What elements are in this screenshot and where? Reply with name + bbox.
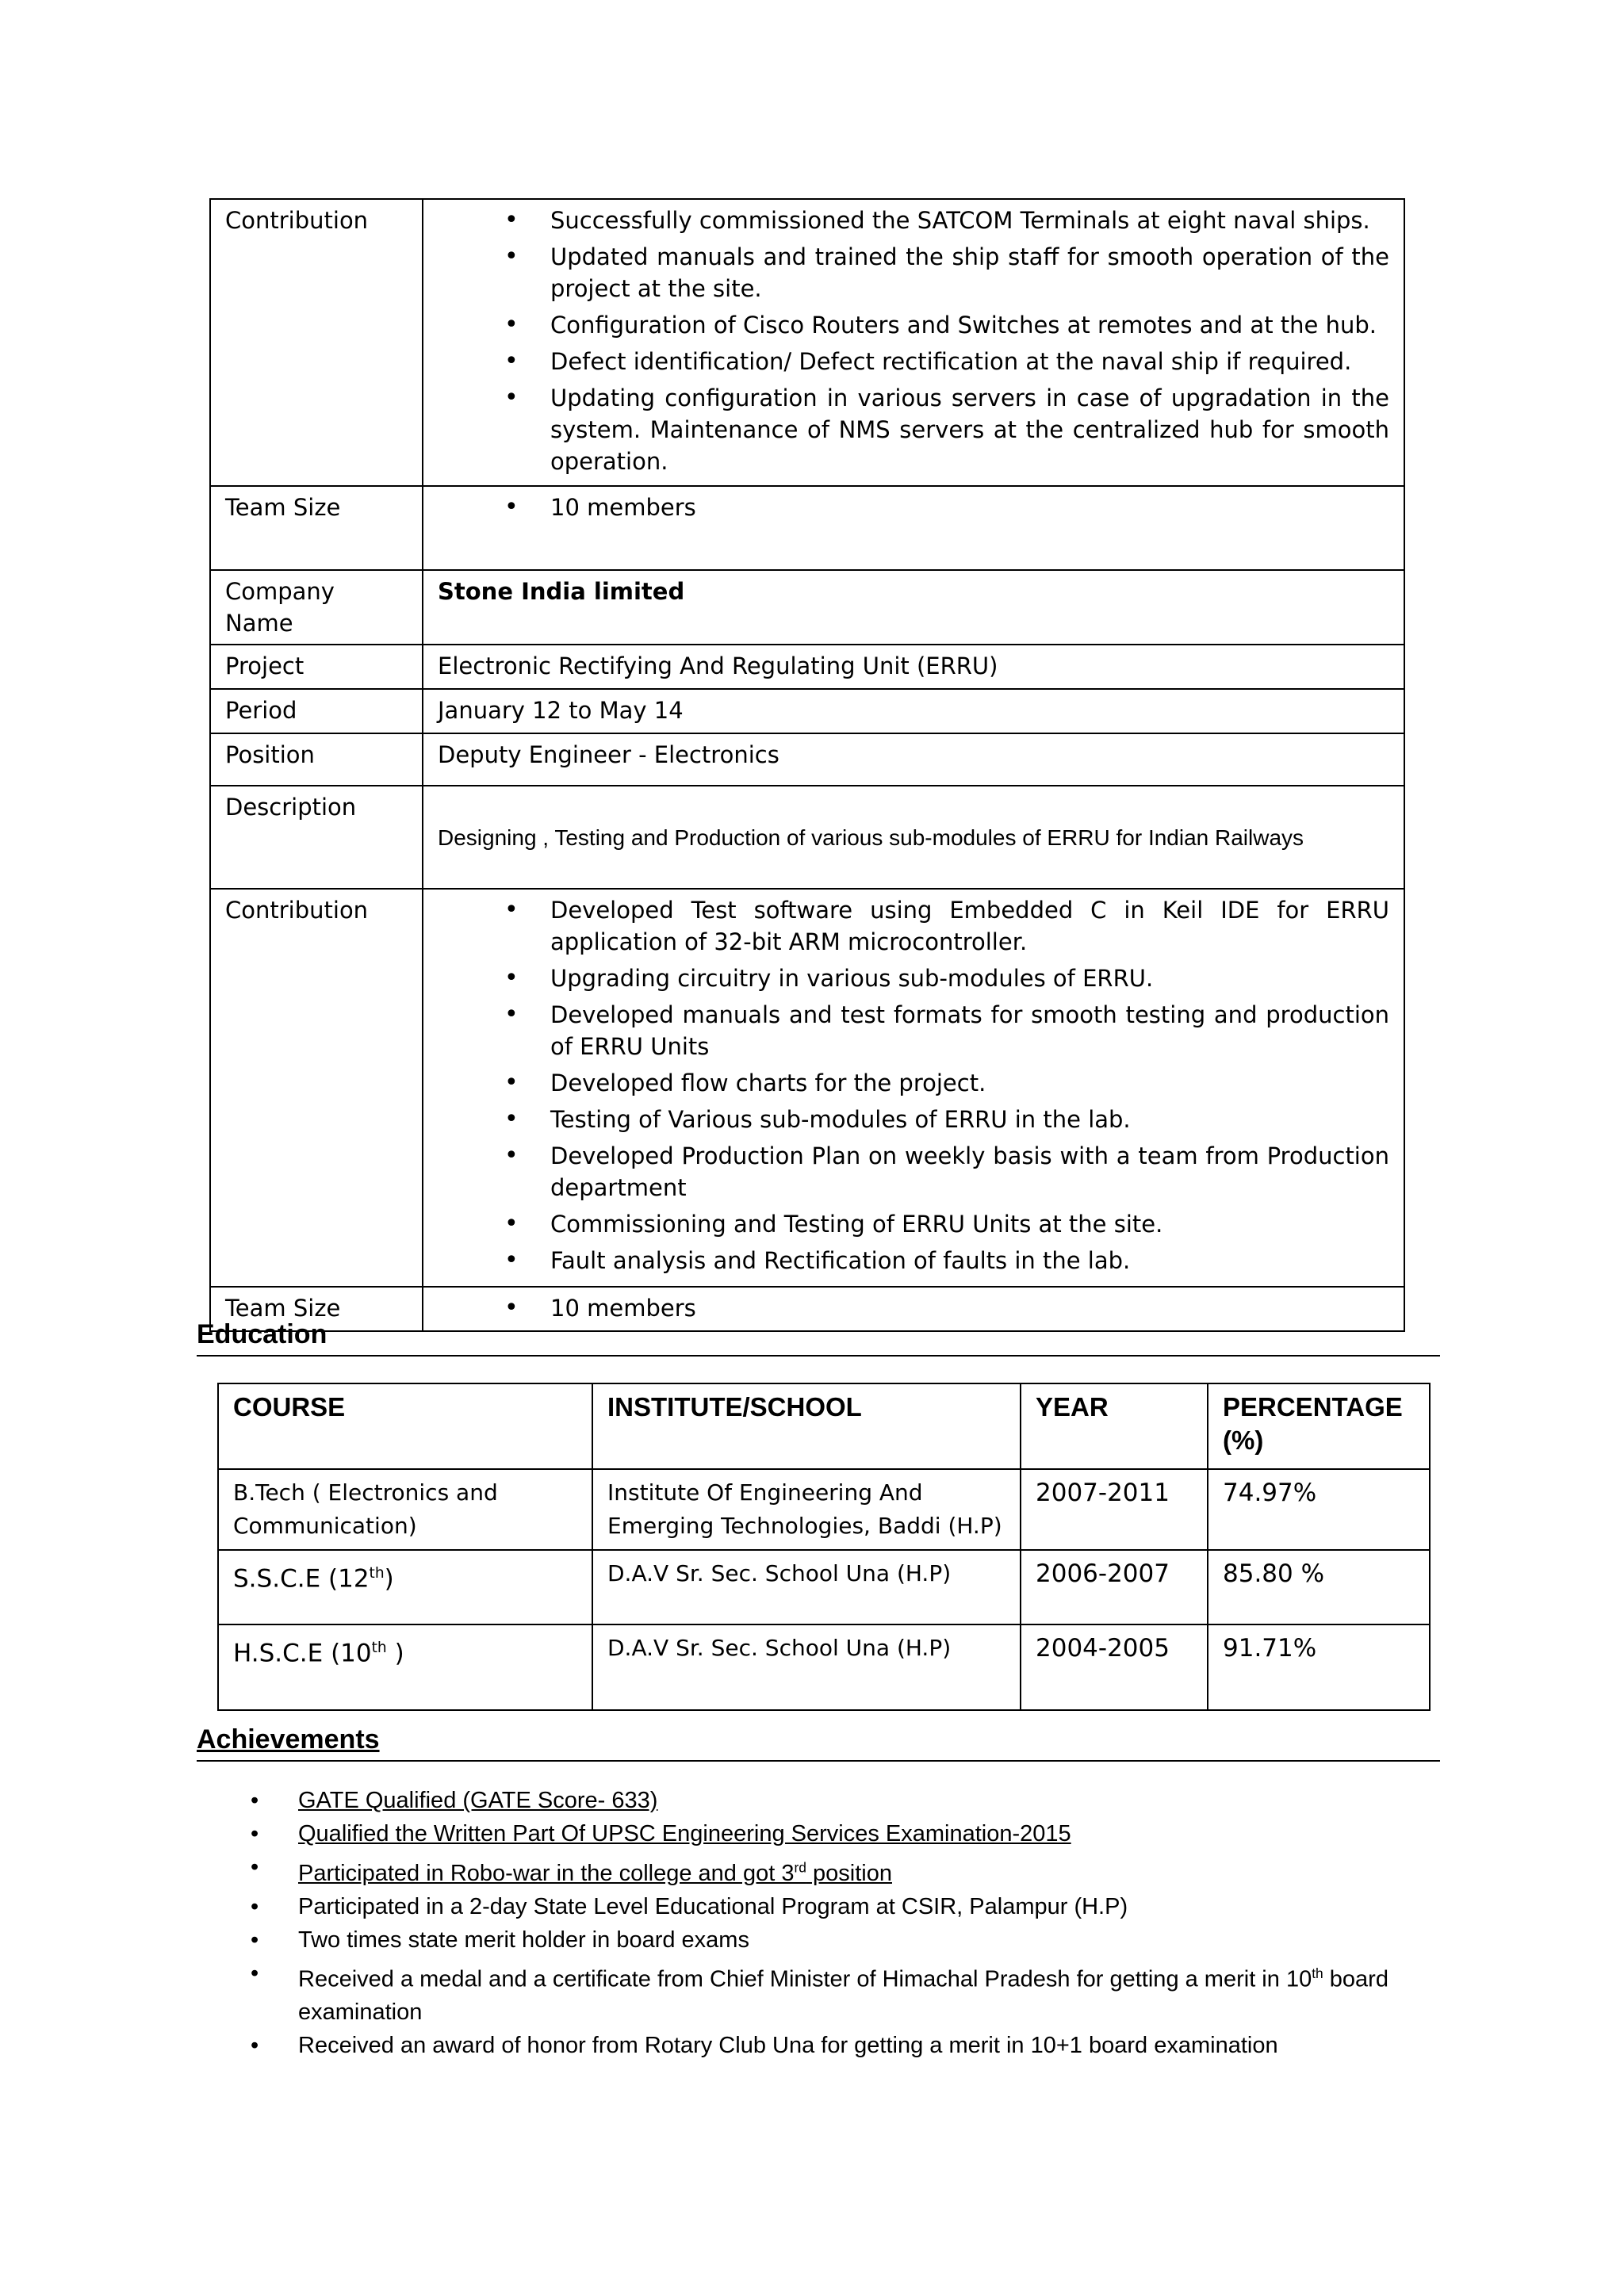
project-row [210, 645, 1404, 689]
contribution-cell [423, 199, 1404, 486]
position-value: Deputy Engineer - Electronics [423, 733, 1404, 786]
course-text: S.S.C.E (12 [233, 1564, 370, 1594]
period-value: January 12 to May 14 [423, 689, 1404, 733]
column-header-institute: INSTITUTE/SCHOOL [592, 1383, 1021, 1469]
list-item: • Fault analysis and Rectification of faults in the lab. [452, 1245, 1389, 1276]
achievement-text [298, 1861, 892, 1886]
list-item: • Commissioning and Testing of ERRU Units at the site. [452, 1208, 1389, 1240]
course-superscript: th [371, 1640, 387, 1656]
achievement-text-part: position [806, 1860, 892, 1886]
institute-cell: D.A.V Sr. Sec. School Una (H.P) [592, 1550, 1021, 1624]
institute-cell: D.A.V Sr. Sec. School Una (H.P) [592, 1624, 1021, 1710]
achievements-heading [197, 1724, 1440, 1762]
percentage-cell: 91.71% [1208, 1624, 1430, 1710]
project-value: Electronic Rectifying And Regulating Unit (ERRU) [423, 645, 1404, 689]
education-table [217, 1383, 1431, 1711]
description-cell [423, 786, 1404, 889]
position-label: Position [210, 733, 423, 786]
list-item: • Developed Production Plan on weekly basis with a team from Production department [452, 1140, 1389, 1203]
company-value: Stone India limited [423, 570, 1404, 645]
course-cell [218, 1550, 592, 1624]
course-text: H.S.C.E (10 [233, 1639, 372, 1668]
description-value: Designing , Testing and Production of various sub-modules of ERRU for Indian Railways [438, 825, 1304, 850]
achievement-text: Participated in a 2-day State Level Educational Program at CSIR, Palampur (H.P) [298, 1893, 1128, 1919]
list-item [251, 1850, 1456, 1890]
course-text-end: ) [384, 1564, 394, 1594]
company-row [210, 570, 1404, 645]
list-item [251, 1890, 1456, 1923]
achievement-text: Two times state merit holder in board exams [298, 1927, 749, 1953]
company-label: Company Name [210, 570, 423, 645]
percentage-cell: 85.80 % [1208, 1550, 1430, 1624]
list-item: • Configuration of Cisco Routers and Switches at remotes and at the hub. [452, 309, 1389, 341]
list-item: • Successfully commissioned the SATCOM Terminals at eight naval ships. [452, 205, 1389, 236]
team-size-list [438, 492, 1389, 523]
list-item [251, 1957, 1456, 2030]
percentage-cell: 74.97% [1208, 1469, 1430, 1550]
contribution-row [210, 199, 1404, 486]
column-header-year: YEAR [1021, 1383, 1208, 1469]
course-text-end: ) [386, 1639, 404, 1668]
course-cell: B.Tech ( Electronics and Communication) [218, 1469, 592, 1550]
list-item: • Developed manuals and test formats for smooth testing and production of ERRU Units [452, 999, 1389, 1062]
list-item [251, 2029, 1456, 2062]
education-heading [197, 1319, 1440, 1357]
description-label: Description [210, 786, 423, 889]
achievement-text-part: board examination [298, 1966, 1388, 2026]
project-label: Project [210, 645, 423, 689]
achievements-list [251, 1784, 1456, 2062]
list-item: • Defect identification/ Defect rectification at the naval ship if required. [452, 346, 1389, 377]
table-header-row [218, 1383, 1430, 1469]
contribution-label: Contribution [210, 889, 423, 1287]
achievement-text: Received an award of honor from Rotary Club Una for getting a merit in 10+1 board examination [298, 2033, 1278, 2059]
column-header-percentage: PERCENTAGE (%) [1208, 1383, 1430, 1469]
contribution-cell [423, 889, 1404, 1287]
course-cell [218, 1624, 592, 1710]
achievement-text-part: Received a medal and a certificate from Chief Minister of Himachal Pradesh for getting a merit in 10 [298, 1966, 1312, 1992]
achievement-text-part: Participated in Robo-war in the college and got 3 [298, 1860, 795, 1886]
list-item: • 10 members [452, 1292, 1389, 1324]
institute-cell: Institute Of Engineering And Emerging Technologies, Baddi (H.P) [592, 1469, 1021, 1550]
course-superscript: th [369, 1565, 385, 1582]
table-row [218, 1469, 1430, 1550]
list-item: • 10 members [452, 492, 1389, 523]
list-item [251, 1923, 1456, 1957]
achievement-text: GATE Qualified (GATE Score- 633) [298, 1788, 658, 1813]
achievement-text: Qualified the Written Part Of UPSC Engineering Services Examination-2015 [298, 1821, 1071, 1846]
education-heading-text: Education [197, 1319, 327, 1349]
table-row [218, 1550, 1430, 1624]
contribution-row [210, 889, 1404, 1287]
list-item [251, 1817, 1456, 1850]
list-item: • Updating configuration in various servers in case of upgradation in the system. Maintenance of NMS servers at the centralized hub for smooth operation. [452, 382, 1389, 477]
list-item: • Updated manuals and trained the ship staff for smooth operation of the project at the site. [452, 241, 1389, 304]
team-size-label: Team Size [210, 486, 423, 570]
achievement-superscript: th [1312, 1965, 1323, 1981]
achievement-superscript: rd [794, 1859, 806, 1875]
achievements-heading-text: Achievements [197, 1724, 380, 1755]
year-cell: 2004-2005 [1021, 1624, 1208, 1710]
position-row [210, 733, 1404, 786]
column-header-course: COURSE [218, 1383, 592, 1469]
period-label: Period [210, 689, 423, 733]
team-size-cell [423, 486, 1404, 570]
team-size-label: Team Size [210, 1287, 423, 1331]
contribution-label: Contribution [210, 199, 423, 486]
experience-table [209, 198, 1405, 1332]
description-row [210, 786, 1404, 889]
list-item: • Upgrading circuitry in various sub-modules of ERRU. [452, 962, 1389, 994]
list-item: • Developed Test software using Embedded C in Keil IDE for ERRU application of 32-bit ARM microcontroller. [452, 894, 1389, 958]
team-size-row [210, 486, 1404, 570]
year-cell: 2006-2007 [1021, 1550, 1208, 1624]
year-cell: 2007-2011 [1021, 1469, 1208, 1550]
period-row [210, 689, 1404, 733]
table-row [218, 1624, 1430, 1710]
list-item: • Developed flow charts for the project. [452, 1067, 1389, 1099]
contribution-list [438, 205, 1389, 477]
list-item: • Testing of Various sub-modules of ERRU in the lab. [452, 1104, 1389, 1135]
contribution-list [438, 894, 1389, 1276]
list-item [251, 1784, 1456, 1817]
